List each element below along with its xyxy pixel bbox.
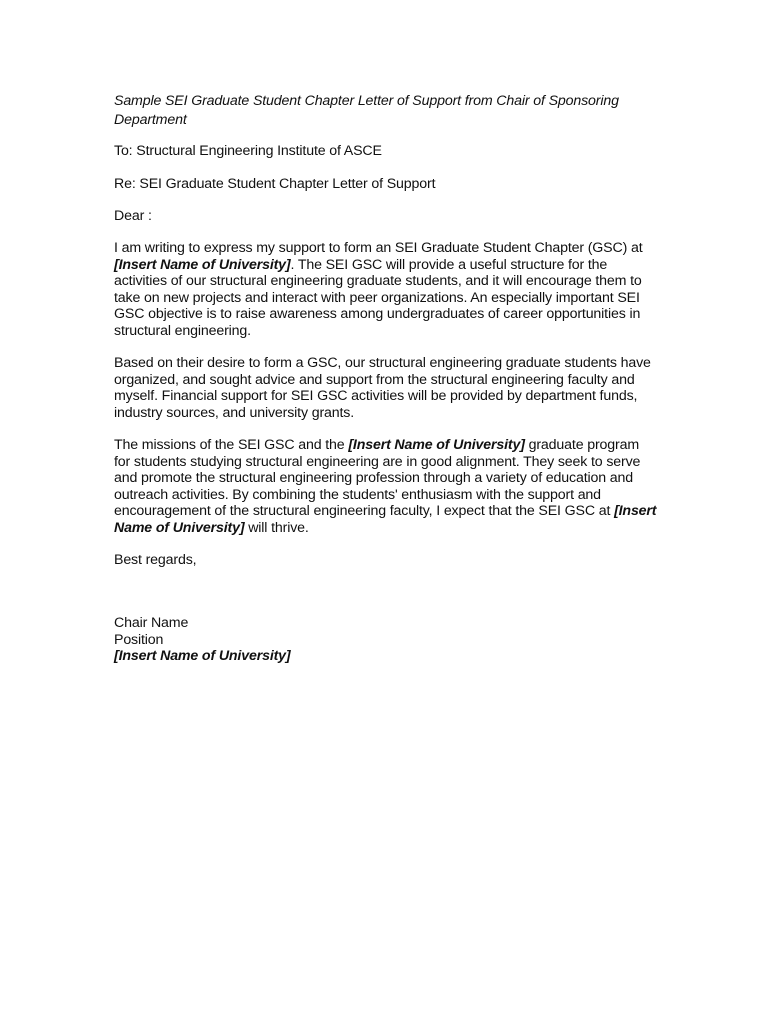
paragraph-1-line-5: GSC objective is to raise awareness among undergraduates of career opportunities in (114, 306, 641, 322)
paragraph-2-line-2: organized, and sought advice and support from the structural engineering faculty and (114, 371, 635, 388)
paragraph-3-line-5 (114, 503, 659, 520)
paragraph-1-line-2 (114, 257, 659, 274)
paragraph-2 (114, 355, 659, 421)
paragraph-1-line-2-text: . The SEI GSC will provide a useful structure for the (290, 256, 608, 273)
university-placeholder: [Insert Name of University] (114, 256, 291, 273)
paragraph-3-line-2: for students studying structural engineering are in good alignment. They seek to serve (114, 453, 641, 470)
document-title: Sample SEI Graduate Student Chapter Letter of Support from Chair of Sponsoring Department (114, 93, 619, 128)
paragraph-3-line-1-end: graduate program (524, 437, 639, 453)
paragraph-2-line-3: myself. Financial support for SEI GSC activities will be provided by department funds, (114, 388, 638, 404)
paragraph-3-line-6 (114, 520, 659, 537)
paragraph-3-line-1-start: The missions of the SEI GSC and the (114, 437, 349, 453)
paragraph-3-line-1 (114, 437, 659, 454)
university-placeholder-start: [Insert (614, 503, 657, 519)
paragraph-3-line-3: and promote the structural engineering profession through a variety of education and (114, 470, 633, 486)
paragraph-1-line-6: structural engineering. (114, 322, 251, 339)
to-line: To: Structural Engineering Institute of ASCE (114, 143, 382, 159)
signature-university: [Insert Name of University] (114, 648, 291, 664)
university-placeholder-end: Name of University] (114, 519, 245, 536)
paragraph-3 (114, 437, 659, 536)
closing: Best regards, (114, 552, 197, 568)
salutation: Dear : (114, 208, 152, 224)
university-placeholder: [Insert Name of University] (348, 437, 525, 453)
paragraph-2-line-1: Based on their desire to form a GSC, our structural engineering graduate students have (114, 355, 651, 371)
signature-block (114, 615, 659, 665)
paragraph-3-line-6-end: will thrive. (244, 519, 309, 536)
re-line: Re: SEI Graduate Student Chapter Letter of Support (114, 176, 436, 192)
signature-name: Chair Name (114, 615, 189, 631)
signature-position: Position (114, 631, 164, 648)
paragraph-3-line-4: outreach activities. By combining the students' enthusiasm with the support and (114, 486, 601, 503)
paragraph-1-line-1: I am writing to express my support to form an SEI Graduate Student Chapter (GSC) at (114, 240, 643, 256)
paragraph-1-line-4: take on new projects and interact with peer organizations. An especially important SEI (114, 289, 640, 306)
paragraph-1 (114, 240, 659, 339)
paragraph-2-line-4: industry sources, and university grants. (114, 404, 355, 421)
paragraph-1-line-3: activities of our structural engineering graduate students, and it will encourage them to (114, 273, 642, 289)
paragraph-3-line-5-start: encouragement of the structural engineering faculty, I expect that the SEI GSC at (114, 503, 615, 519)
